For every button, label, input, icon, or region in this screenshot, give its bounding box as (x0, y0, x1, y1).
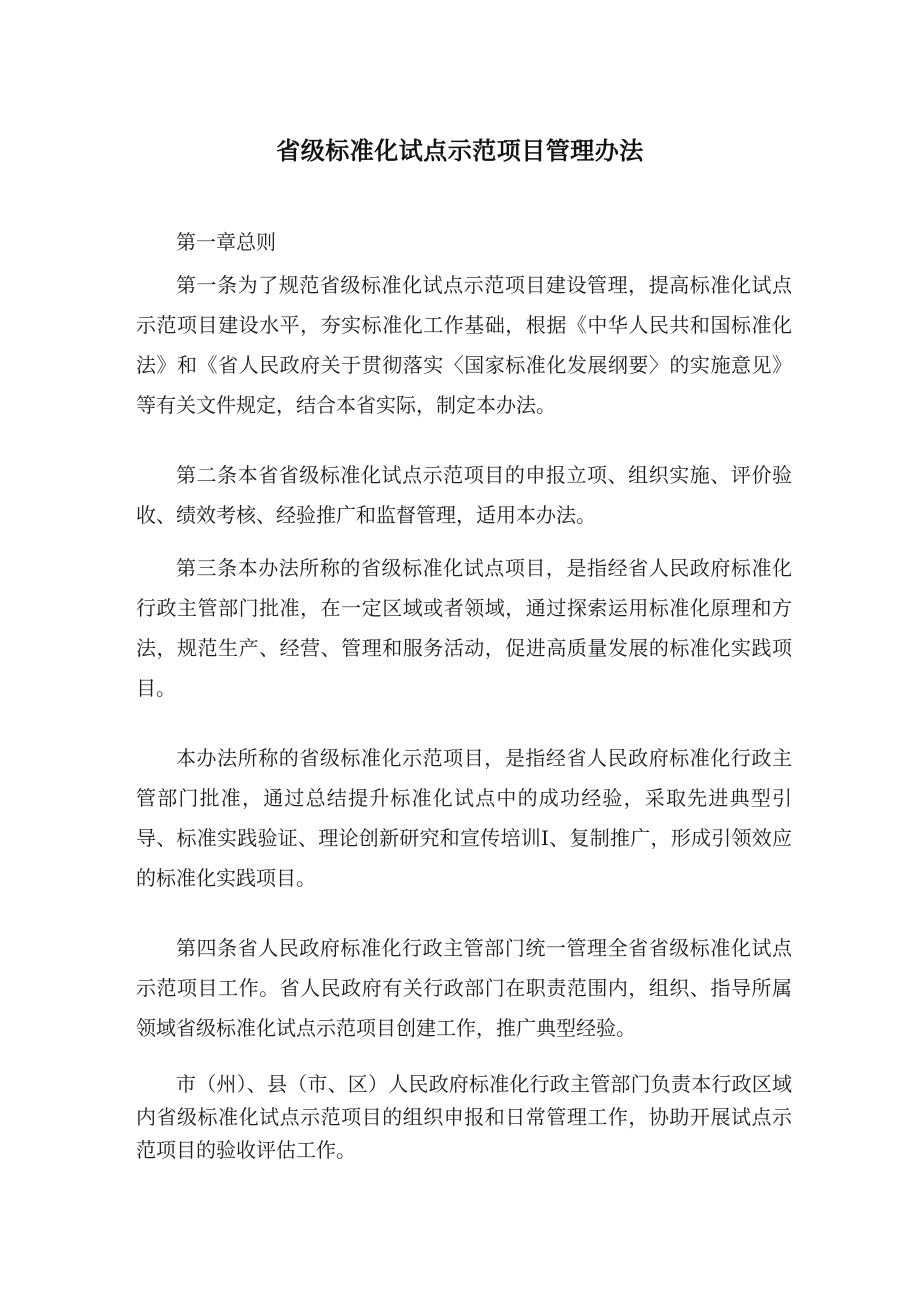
article-1-paragraph (136, 265, 792, 425)
article-3-paragraph (136, 548, 792, 708)
demonstration-project-paragraph (136, 738, 792, 898)
article-4-paragraph (136, 928, 792, 1048)
article-2-paragraph (136, 455, 792, 535)
paragraph-text: 第一条为了规范省级标准化试点示范项目建设管理，提高标准化试点示范项目建设水平，夯实标准化工作基础，根据《中华人民共和国标准化法》和《省人民政府关于贯彻落实〈国家标准化发展纲要〉的实施意见》等有关文件规定，结合本省实际，制定本办法。 (136, 273, 792, 417)
paragraph-text: 第三条本办法所称的省级标准化试点项目，是指经省人民政府标准化行政主管部门批准，在一定区域或者领域，通过探索运用标准化原理和方法，规范生产、经营、管理和服务活动，促进高质量发展的标准化实践项目。 (136, 556, 792, 700)
chapter-heading: 第一章总则 (176, 230, 276, 254)
paragraph-text: 市（州）、县（市、区）人民政府标准化行政主管部门负责本行政区域内省级标准化试点示范项目的组织申报和日常管理工作，协助开展试点示范项目的验收评估工作。 (136, 1072, 792, 1162)
document-title: 省级标准化试点示范项目管理办法 (276, 137, 644, 165)
paragraph-text: 本办法所称的省级标准化示范项目，是指经省人民政府标准化行政主管部门批准，通过总结提升标准化试点中的成功经验，采取先进典型引导、标准实践验证、理论创新研究和宣传培训I、复制推广，形成引领效应的标准化实践项目。 (136, 746, 792, 890)
paragraph-text: 第四条省人民政府标准化行政主管部门统一管理全省省级标准化试点示范项目工作。省人民政府有关行政部门在职责范围内，组织、指导所属领域省级标准化试点示范项目创建工作，推广典型经验。 (136, 936, 792, 1040)
local-authority-paragraph (136, 1068, 792, 1167)
paragraph-text: 第二条本省省级标准化试点示范项目的申报立项、组织实施、评价验收、绩效考核、经验推广和监督管理，适用本办法。 (136, 463, 792, 527)
